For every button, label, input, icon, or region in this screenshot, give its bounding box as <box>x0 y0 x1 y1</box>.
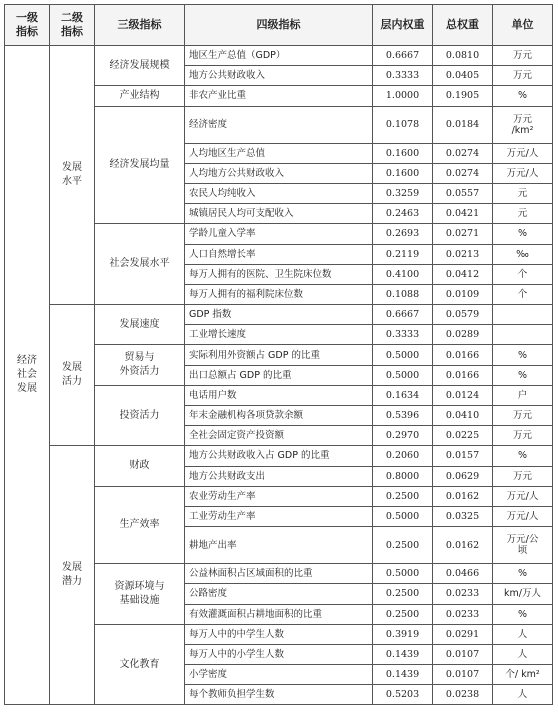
unit: % <box>493 365 553 385</box>
unit: 万元 <box>493 46 553 66</box>
level3-cell-speed: 发展速度 <box>95 305 185 345</box>
total-weight: 0.0289 <box>433 325 493 345</box>
indicator-name: 工业增长速度 <box>185 325 373 345</box>
layer-weight: 0.2060 <box>373 446 433 466</box>
layer-weight: 0.2500 <box>373 527 433 564</box>
layer-weight: 0.2500 <box>373 584 433 604</box>
total-weight: 0.1905 <box>433 86 493 106</box>
indicator-name: 人均地区生产总值 <box>185 143 373 163</box>
unit: % <box>493 604 553 624</box>
indicator-name: 人口自然增长率 <box>185 244 373 264</box>
indicator-name: 年末金融机构各项贷款余额 <box>185 406 373 426</box>
layer-weight: 0.1600 <box>373 143 433 163</box>
level2-cell-vitality: 发展 活力 <box>50 305 95 446</box>
layer-weight: 0.1439 <box>373 644 433 664</box>
total-weight: 0.0184 <box>433 106 493 143</box>
header-row <box>5 5 553 46</box>
unit: 人 <box>493 685 553 705</box>
layer-weight: 0.5396 <box>373 406 433 426</box>
total-weight: 0.0238 <box>433 685 493 705</box>
total-weight: 0.0421 <box>433 204 493 224</box>
unit: 万元 /km² <box>493 106 553 143</box>
unit: 元 <box>493 183 553 203</box>
level3-cell-structure: 产业结构 <box>95 86 185 106</box>
layer-weight: 0.5000 <box>373 365 433 385</box>
header-layer-weight: 层内权重 <box>373 5 433 46</box>
unit: % <box>493 345 553 365</box>
unit <box>493 305 553 325</box>
layer-weight: 0.3919 <box>373 624 433 644</box>
indicator-name: 地方公共财政收入占 GDP 的比重 <box>185 446 373 466</box>
unit: 万元 <box>493 426 553 446</box>
layer-weight: 0.2119 <box>373 244 433 264</box>
level3-cell-balance: 经济发展均量 <box>95 106 185 224</box>
total-weight: 0.0410 <box>433 406 493 426</box>
indicator-table-container <box>4 4 552 716</box>
total-weight: 0.0291 <box>433 624 493 644</box>
unit: % <box>493 564 553 584</box>
indicator-name: 电话用户数 <box>185 385 373 405</box>
indicator-name: 每万人中的小学生人数 <box>185 644 373 664</box>
indicator-name: 每万人拥有的福利院床位数 <box>185 284 373 304</box>
indicator-name: 出口总额占 GDP 的比重 <box>185 365 373 385</box>
total-weight: 0.0109 <box>433 284 493 304</box>
layer-weight: 0.1634 <box>373 385 433 405</box>
level2-cell-potential: 发展 潜力 <box>50 446 95 705</box>
layer-weight: 0.2500 <box>373 604 433 624</box>
indicator-name: 地方公共财政收入 <box>185 66 373 86</box>
unit: 人 <box>493 624 553 644</box>
layer-weight: 0.2463 <box>373 204 433 224</box>
total-weight: 0.0107 <box>433 665 493 685</box>
indicator-name: 每万人中的中学生人数 <box>185 624 373 644</box>
indicator-name: 学龄儿童入学率 <box>185 224 373 244</box>
header-level3: 三级指标 <box>95 5 185 46</box>
indicator-name: 工业劳动生产率 <box>185 506 373 526</box>
indicator-name: 实际利用外资额占 GDP 的比重 <box>185 345 373 365</box>
layer-weight: 0.3333 <box>373 66 433 86</box>
indicator-name: 全社会固定资产投资额 <box>185 426 373 446</box>
indicator-name: 非农产业比重 <box>185 86 373 106</box>
unit: 个 <box>493 264 553 284</box>
level3-cell-finance: 财政 <box>95 446 185 486</box>
total-weight: 0.0274 <box>433 143 493 163</box>
layer-weight: 0.5000 <box>373 564 433 584</box>
indicator-name: GDP 指数 <box>185 305 373 325</box>
indicator-name: 人均地方公共财政收入 <box>185 163 373 183</box>
level3-cell-trade: 贸易与 外资活力 <box>95 345 185 385</box>
indicator-name: 地方公共财政支出 <box>185 466 373 486</box>
layer-weight: 0.3333 <box>373 325 433 345</box>
layer-weight: 0.3259 <box>373 183 433 203</box>
unit: 元 <box>493 204 553 224</box>
unit: 万元 <box>493 406 553 426</box>
indicator-name: 城镇居民人均可支配收入 <box>185 204 373 224</box>
header-total-weight: 总权重 <box>433 5 493 46</box>
total-weight: 0.0124 <box>433 385 493 405</box>
indicator-name: 农业劳动生产率 <box>185 486 373 506</box>
indicator-name: 经济密度 <box>185 106 373 143</box>
level3-cell-scale: 经济发展规模 <box>95 46 185 86</box>
layer-weight: 0.5000 <box>373 506 433 526</box>
unit: % <box>493 224 553 244</box>
total-weight: 0.0213 <box>433 244 493 264</box>
table-row <box>5 46 553 66</box>
layer-weight: 0.6667 <box>373 305 433 325</box>
header-level1: 一级 指标 <box>5 5 50 46</box>
header-unit: 单位 <box>493 5 553 46</box>
unit: 个 <box>493 284 553 304</box>
header-level4: 四级指标 <box>185 5 373 46</box>
layer-weight: 0.8000 <box>373 466 433 486</box>
total-weight: 0.0579 <box>433 305 493 325</box>
total-weight: 0.0405 <box>433 66 493 86</box>
level3-cell-culture: 文化教育 <box>95 624 185 705</box>
table-row <box>5 305 553 325</box>
unit: 万元/人 <box>493 163 553 183</box>
layer-weight: 0.5000 <box>373 345 433 365</box>
unit: 人 <box>493 644 553 664</box>
unit: ‰ <box>493 244 553 264</box>
unit: km/万人 <box>493 584 553 604</box>
level3-cell-resource: 资源环境与 基础设施 <box>95 564 185 625</box>
header-level2: 二级 指标 <box>50 5 95 46</box>
total-weight: 0.0271 <box>433 224 493 244</box>
indicator-name: 每个教师负担学生数 <box>185 685 373 705</box>
total-weight: 0.0162 <box>433 527 493 564</box>
layer-weight: 0.2970 <box>373 426 433 446</box>
layer-weight: 0.1600 <box>373 163 433 183</box>
unit: 户 <box>493 385 553 405</box>
level3-cell-productivity: 生产效率 <box>95 486 185 563</box>
total-weight: 0.0107 <box>433 644 493 664</box>
layer-weight: 0.6667 <box>373 46 433 66</box>
layer-weight: 0.1078 <box>373 106 433 143</box>
unit: 万元/人 <box>493 506 553 526</box>
indicator-name: 农民人均纯收入 <box>185 183 373 203</box>
indicator-weight-table <box>4 4 553 705</box>
unit: 万元 <box>493 66 553 86</box>
indicator-name: 公益林面积占区域面积的比重 <box>185 564 373 584</box>
total-weight: 0.0233 <box>433 584 493 604</box>
total-weight: 0.0225 <box>433 426 493 446</box>
unit: % <box>493 86 553 106</box>
unit: % <box>493 446 553 466</box>
indicator-name: 小学密度 <box>185 665 373 685</box>
unit: 万元/人 <box>493 486 553 506</box>
total-weight: 0.0157 <box>433 446 493 466</box>
total-weight: 0.0810 <box>433 46 493 66</box>
unit: 万元/公 顷 <box>493 527 553 564</box>
total-weight: 0.0629 <box>433 466 493 486</box>
layer-weight: 0.1439 <box>373 665 433 685</box>
total-weight: 0.0557 <box>433 183 493 203</box>
level3-cell-invest: 投资活力 <box>95 385 185 446</box>
layer-weight: 0.2693 <box>373 224 433 244</box>
total-weight: 0.0166 <box>433 365 493 385</box>
indicator-name: 公路密度 <box>185 584 373 604</box>
total-weight: 0.0274 <box>433 163 493 183</box>
unit: 个/ km² <box>493 665 553 685</box>
layer-weight: 1.0000 <box>373 86 433 106</box>
total-weight: 0.0412 <box>433 264 493 284</box>
layer-weight: 0.4100 <box>373 264 433 284</box>
level2-cell-level: 发展 水平 <box>50 46 95 305</box>
total-weight: 0.0325 <box>433 506 493 526</box>
level1-cell: 经济 社会 发展 <box>5 46 50 705</box>
table-row <box>5 446 553 466</box>
level3-cell-social: 社会发展水平 <box>95 224 185 305</box>
unit <box>493 325 553 345</box>
indicator-name: 地区生产总值（GDP） <box>185 46 373 66</box>
total-weight: 0.0466 <box>433 564 493 584</box>
indicator-name: 有效灌溉面积占耕地面积的比重 <box>185 604 373 624</box>
total-weight: 0.0166 <box>433 345 493 365</box>
layer-weight: 0.2500 <box>373 486 433 506</box>
layer-weight: 0.5203 <box>373 685 433 705</box>
indicator-name: 耕地产出率 <box>185 527 373 564</box>
total-weight: 0.0233 <box>433 604 493 624</box>
layer-weight: 0.1088 <box>373 284 433 304</box>
unit: 万元 <box>493 466 553 486</box>
total-weight: 0.0162 <box>433 486 493 506</box>
unit: 万元/人 <box>493 143 553 163</box>
indicator-name: 每万人拥有的医院、卫生院床位数 <box>185 264 373 284</box>
